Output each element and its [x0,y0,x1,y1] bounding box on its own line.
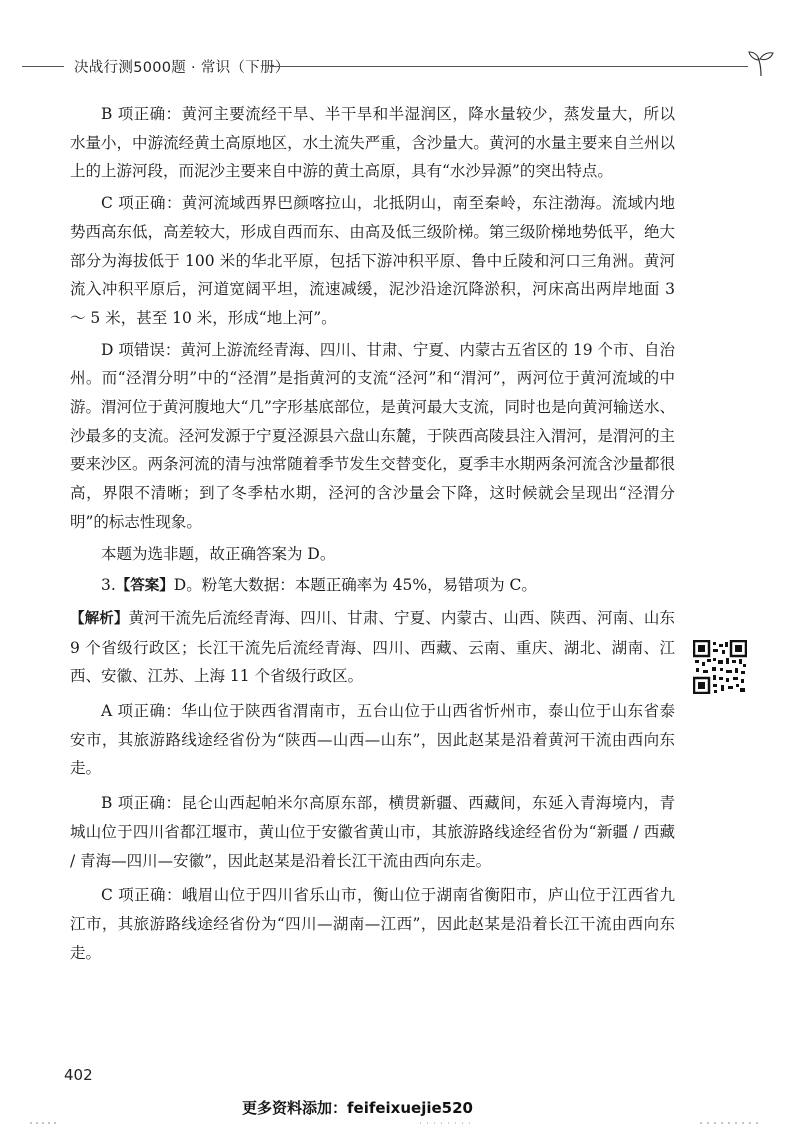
answer-label: 【答案】 [115,578,174,595]
page-number: 402 [64,1066,93,1084]
analysis-text: 黄河干流先后流经青海、四川、甘肃、宁夏、内蒙古、山西、陕西、河南、山东 9 个省级行政区；长江干流先后流经青海、四川、西藏、云南、重庆、湖北、湖南、江西、安徽、江苏、上海 11 个省级行政区。 [70,608,675,686]
question-number: 3. [101,576,116,595]
answer-line [70,571,675,601]
option-b-analysis: B 项正确：昆仑山西起帕米尔高原东部，横贯新疆、西藏间，东延入青海境内，青城山位于四川省都江堰市，黄山位于安徽省黄山市，其旅游路线途经省份为“新疆 / 西藏 / 青海—四川—安徽”，因此赵某是沿着长江干流由西向东走。 [70,794,675,870]
option-c-analysis: C 项正确：峨眉山位于四川省乐山市，衡山位于湖南省衡阳市，庐山位于江西省九江市，其旅游路线途经省份为“四川—湖南—江西”，因此赵某是沿着长江干流由西向东走。 [70,886,675,962]
option-a-analysis: A 项正确：华山位于陕西省渭南市，五台山位于山西省忻州市，泰山位于山东省泰安市，其旅游路线途经省份为“陕西—山西—山东”，因此赵某是沿着黄河干流由西向东走。 [70,702,675,778]
analysis-label: 【解析】 [70,610,129,627]
sprout-icon [746,48,776,78]
option-c-explanation: C 项正确：黄河流域西界巴颜喀拉山，北抵阴山，南至秦岭，东注渤海。流域内地势西高东低，高差较大，形成自西而东、由高及低三级阶梯。第三级阶梯地势低平，绝大部分为海拔低于 100 米的华北平原，包括下游冲积平原、鲁中丘陵和河口三角洲。黄河流入冲积平原后，河道宽阔平坦，流速减缓，泥沙沿途沉降淤积，河床高出两岸地面 3 ～ 5 米，甚至 10 米，形成“地上河”。 [70,194,675,327]
scan-artifact [0,1118,800,1128]
conclusion: 本题为选非题，故正确答案为 D。 [101,544,336,563]
header-rule-left [22,66,64,67]
analysis-paragraph [70,604,675,691]
qr-code-icon[interactable] [693,640,747,694]
answer-text: D。粉笔大数据：本题正确率为 45%，易错项为 C。 [173,576,537,595]
page-header [22,46,762,80]
header-rule-right [270,66,748,67]
option-b-explanation: B 项正确：黄河主要流经干旱、半干旱和半湿润区，降水量较少，蒸发量大，所以水量小，中游流经黄土高原地区，水土流失严重，含沙量大。黄河的水量主要来自兰州以上的上游河段，而泥沙主要来自中游的黄土高原，具有“水沙异源”的突出特点。 [70,105,675,181]
book-title: 决战行测5000题 · 常识（下册） [74,60,290,76]
option-d-explanation: D 项错误：黄河上游流经青海、四川、甘肃、宁夏、内蒙古五省区的 19 个市、自治州。而“泾渭分明”中的“泾渭”是指黄河的支流“泾河”和“渭河”，两河位于黄河流域的中游。渭河位于黄河腹地大“几”字形基底部位，是黄河最大支流，同时也是向黄河输送水、沙最多的支流。泾河发源于宁夏泾源县六盘山东麓，于陕西高陵县注入渭河，是渭河的主要来沙区。两条河流的清与浊常随着季节发生交替变化，夏季丰水期两条河流含沙量都很高，界限不清晰；到了冬季枯水期，泾河的含沙量会下降，这时候就会呈现出“泾渭分明”的标志性现象。 [70,340,675,531]
footer-contact-note: 更多资料添加：feifeixuejie520 [242,1099,473,1117]
main-content [70,100,675,970]
